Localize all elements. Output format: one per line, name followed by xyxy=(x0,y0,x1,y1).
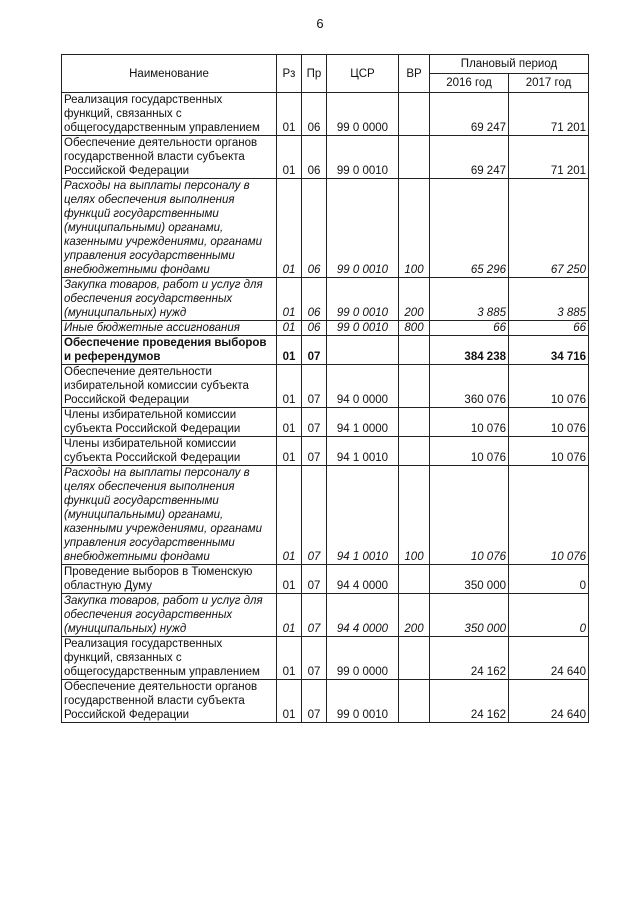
cell-vr: 100 xyxy=(399,179,430,278)
cell-rz: 01 xyxy=(277,93,302,136)
table-row xyxy=(62,321,589,336)
table-header xyxy=(62,55,589,93)
cell-pr: 07 xyxy=(302,466,327,565)
cell-vr xyxy=(399,365,430,408)
cell-pr: 07 xyxy=(302,408,327,437)
header-csr: ЦСР xyxy=(327,55,399,93)
cell-2016: 10 076 xyxy=(430,408,509,437)
cell-rz: 01 xyxy=(277,437,302,466)
cell-rz: 01 xyxy=(277,179,302,278)
cell-rz: 01 xyxy=(277,321,302,336)
cell-vr xyxy=(399,565,430,594)
cell-csr: 99 0 0000 xyxy=(327,637,399,680)
cell-rz: 01 xyxy=(277,637,302,680)
cell-pr: 07 xyxy=(302,437,327,466)
cell-rz: 01 xyxy=(277,136,302,179)
cell-csr: 99 0 0010 xyxy=(327,136,399,179)
table-row xyxy=(62,637,589,680)
cell-2016: 384 238 xyxy=(430,336,509,365)
cell-2016: 360 076 xyxy=(430,365,509,408)
cell-name: Обеспечение деятельности органов государственной власти субъекта Российской Федерации xyxy=(62,680,277,723)
cell-csr: 94 1 0000 xyxy=(327,408,399,437)
cell-2016: 10 076 xyxy=(430,466,509,565)
table-row xyxy=(62,336,589,365)
cell-pr: 07 xyxy=(302,594,327,637)
table-row xyxy=(62,466,589,565)
cell-csr: 99 0 0010 xyxy=(327,321,399,336)
cell-pr: 06 xyxy=(302,321,327,336)
cell-csr: 94 4 0000 xyxy=(327,594,399,637)
cell-name: Проведение выборов в Тюменскую областную Думу xyxy=(62,565,277,594)
cell-2016: 350 000 xyxy=(430,594,509,637)
table-row xyxy=(62,594,589,637)
cell-csr: 99 0 0010 xyxy=(327,278,399,321)
cell-2017: 0 xyxy=(509,594,589,637)
cell-name: Обеспечение деятельности органов государственной власти субъекта Российской Федерации xyxy=(62,136,277,179)
cell-2017: 10 076 xyxy=(509,408,589,437)
cell-2017: 67 250 xyxy=(509,179,589,278)
cell-csr: 94 1 0010 xyxy=(327,466,399,565)
table-row xyxy=(62,365,589,408)
table-row xyxy=(62,93,589,136)
header-year-2017: 2017 год xyxy=(509,74,589,93)
cell-pr: 06 xyxy=(302,136,327,179)
cell-2016: 10 076 xyxy=(430,437,509,466)
cell-pr: 07 xyxy=(302,637,327,680)
cell-name: Реализация государственных функций, связанных с общегосударственным управлением xyxy=(62,93,277,136)
table-row xyxy=(62,179,589,278)
cell-2017: 34 716 xyxy=(509,336,589,365)
cell-pr: 07 xyxy=(302,565,327,594)
cell-vr xyxy=(399,637,430,680)
cell-rz: 01 xyxy=(277,408,302,437)
cell-rz: 01 xyxy=(277,365,302,408)
cell-vr xyxy=(399,408,430,437)
cell-2016: 69 247 xyxy=(430,136,509,179)
cell-2016: 24 162 xyxy=(430,680,509,723)
cell-pr: 07 xyxy=(302,365,327,408)
budget-table xyxy=(61,54,589,723)
cell-name: Члены избирательной комиссии субъекта Российской Федерации xyxy=(62,437,277,466)
page-number: 6 xyxy=(316,16,324,31)
cell-2017: 24 640 xyxy=(509,637,589,680)
header-vr: ВР xyxy=(399,55,430,93)
cell-rz: 01 xyxy=(277,565,302,594)
cell-rz: 01 xyxy=(277,680,302,723)
cell-vr xyxy=(399,93,430,136)
cell-2017: 66 xyxy=(509,321,589,336)
cell-rz: 01 xyxy=(277,466,302,565)
cell-rz: 01 xyxy=(277,336,302,365)
cell-2017: 24 640 xyxy=(509,680,589,723)
cell-pr: 07 xyxy=(302,680,327,723)
cell-csr: 99 0 0010 xyxy=(327,680,399,723)
cell-2016: 350 000 xyxy=(430,565,509,594)
cell-vr: 800 xyxy=(399,321,430,336)
cell-name: Реализация государственных функций, связанных с общегосударственным управлением xyxy=(62,637,277,680)
cell-name: Расходы на выплаты персоналу в целях обеспечения выполнения функций государственными (муниципальными) органами, казенными учреждениями, органами управления государственными внебюджетными фондами xyxy=(62,466,277,565)
cell-name: Члены избирательной комиссии субъекта Российской Федерации xyxy=(62,408,277,437)
cell-2017: 0 xyxy=(509,565,589,594)
cell-2016: 65 296 xyxy=(430,179,509,278)
table-row xyxy=(62,408,589,437)
cell-2016: 66 xyxy=(430,321,509,336)
table-row xyxy=(62,565,589,594)
header-rz: Рз xyxy=(277,55,302,93)
cell-csr: 94 0 0000 xyxy=(327,365,399,408)
cell-2016: 3 885 xyxy=(430,278,509,321)
cell-csr: 94 4 0000 xyxy=(327,565,399,594)
cell-pr: 06 xyxy=(302,179,327,278)
cell-vr xyxy=(399,336,430,365)
cell-2017: 10 076 xyxy=(509,365,589,408)
cell-name: Закупка товаров, работ и услуг для обеспечения государственных (муниципальных) нужд xyxy=(62,278,277,321)
table-body xyxy=(62,93,589,723)
cell-2017: 71 201 xyxy=(509,93,589,136)
cell-vr xyxy=(399,680,430,723)
cell-rz: 01 xyxy=(277,594,302,637)
cell-2017: 3 885 xyxy=(509,278,589,321)
header-year-2016: 2016 год xyxy=(430,74,509,93)
header-planned-period: Плановый период xyxy=(430,55,589,74)
cell-name: Обеспечение деятельности избирательной комиссии субъекта Российской Федерации xyxy=(62,365,277,408)
cell-vr xyxy=(399,136,430,179)
cell-2016: 24 162 xyxy=(430,637,509,680)
cell-pr: 06 xyxy=(302,93,327,136)
cell-vr: 200 xyxy=(399,278,430,321)
cell-vr: 200 xyxy=(399,594,430,637)
table-row xyxy=(62,136,589,179)
cell-name: Обеспечение проведения выборов и референдумов xyxy=(62,336,277,365)
cell-csr: 94 1 0010 xyxy=(327,437,399,466)
cell-name: Закупка товаров, работ и услуг для обеспечения государственных (муниципальных) нужд xyxy=(62,594,277,637)
table-row xyxy=(62,680,589,723)
header-pr: Пр xyxy=(302,55,327,93)
cell-pr: 06 xyxy=(302,278,327,321)
cell-vr: 100 xyxy=(399,466,430,565)
table-row xyxy=(62,278,589,321)
header-name: Наименование xyxy=(62,55,277,93)
cell-name: Расходы на выплаты персоналу в целях обеспечения выполнения функций государственными (муниципальными) органами, казенными учреждениями, органами управления государственными внебюджетными фондами xyxy=(62,179,277,278)
cell-vr xyxy=(399,437,430,466)
cell-2017: 10 076 xyxy=(509,437,589,466)
cell-pr: 07 xyxy=(302,336,327,365)
cell-csr xyxy=(327,336,399,365)
table-row xyxy=(62,437,589,466)
cell-2016: 69 247 xyxy=(430,93,509,136)
cell-2017: 71 201 xyxy=(509,136,589,179)
cell-name: Иные бюджетные ассигнования xyxy=(62,321,277,336)
cell-csr: 99 0 0010 xyxy=(327,179,399,278)
cell-rz: 01 xyxy=(277,278,302,321)
cell-csr: 99 0 0000 xyxy=(327,93,399,136)
cell-2017: 10 076 xyxy=(509,466,589,565)
